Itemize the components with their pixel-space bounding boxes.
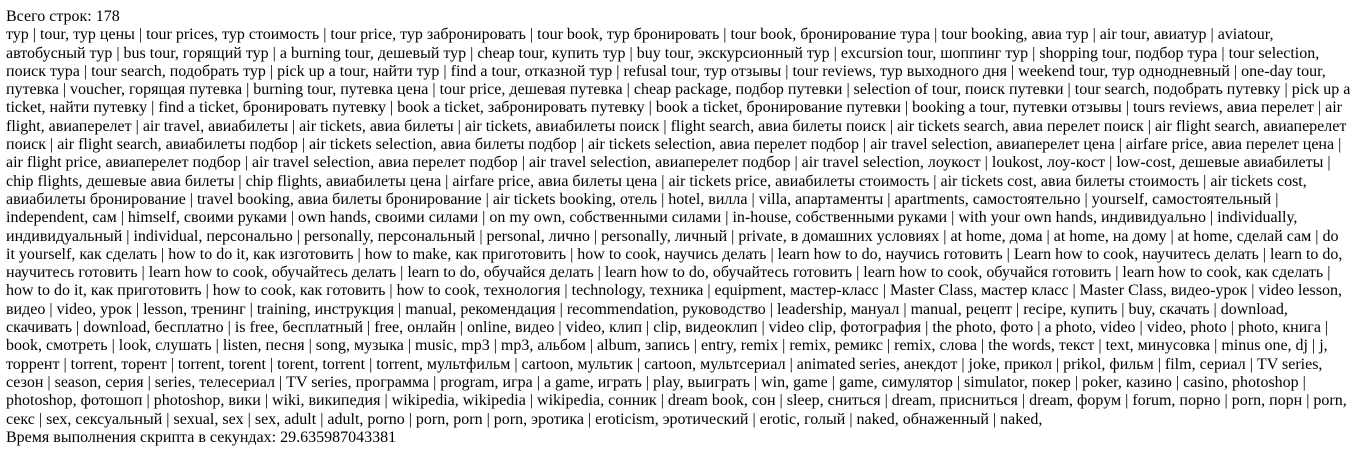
row-count-label: Всего строк: 178	[6, 8, 120, 25]
keyword-list-text: тур | tour, тур цены | tour prices, тур стоимость | tour price, тур забронировать | tour book, тур бронировать | tour book, бронирование тура | tour booking, авиа тур | air tour, авиатур | aviatour, автобусный тур | bus tour, горящий тур | a burning tour, дешевый тур | cheap tour, купить тур | buy tour, экскурсионный тур | excursion tour, шоппинг тур | shopping tour, подбор тура | tour selection, поиск тура | tour search, подобрать тур | pick up a tour, найти тур | find a tour, отказной тур | refusal tour, тур отзывы | tour reviews, тур выходного дня | weekend tour, тур однодневный | one-day tour, путевка | voucher, горящая путевка | burning tour, путевка цена | tour price, дешевая путевка | cheap package, подбор путевки | selection of tour, поиск путевки | tour search, подобрать путевку | pick up a ticket, найти путевку | find a ticket, бронировать путевку | book a ticket, забронировать путевку | book a ticket, бронирование путевки | booking a tour, путевки отзывы | tours reviews, авиа перелет | air flight, авиаперелет | air travel, авиабилеты | air tickets, авиа билеты | air tickets, авиабилеты поиск | flight search, авиа билеты поиск | air tickets search, авиа перелет поиск | air flight search, авиаперелет поиск | air flight search, авиабилеты подбор | air tickets selection, авиа билеты подбор | air tickets selection, авиа перелет подбор | air travel selection, авиаперелет цена | airfare price, авиа перелет цена | air flight price, авиаперелет подбор | air travel selection, авиа перелет подбор | air travel selection, авиаперелет подбор | air travel selection, лоукост | loukost, лоу-кост | low-cost, дешевые авиабилеты | chip flights, дешевые авиа билеты | chip flights, авиабилеты цена | airfare price, авиа билеты цена | air tickets price, авиабилеты стоимость | air tickets cost, авиа билеты стоимость | air tickets cost, авиабилеты бронирование | travel booking, авиа билеты бронирование | air tickets booking, отель | hotel, вилла | villa, апартаменты | apartments, самостоятельно | yourself, самостоятельный | independent, сам | himself, своими руками | own hands, своими силами | on my own, собственными силами | in-house, собственными руками | with your own hands, индивидуально | individually, индивидуальный | individual, персонально | personally, персональный | personal, лично | personally, личный | private, в домашних условиях | at home, дома | at home, на дому | at home, сделай сам | do it yourself, как сделать | how to do it, как изготовить | how to make, как приготовить | how to cook, научись делать | learn how to do, научись готовить | Learn how to cook, научитесь делать | learn to do, научитесь готовить | learn how to cook, обучайтесь делать | learn to do, обучайся делать | learn how to do, обучайтесь готовить | learn how to cook, обучайся готовить | learn how to cook, как сделать | how to do it, как приготовить | how to cook, как готовить | how to cook, технология | technology, техника | equipment, мастер-класс | Master Class, мастер класс | Master Class, видео-урок | video lesson, видео | video, урок | lesson, тренинг | training, инструкция | manual, рекомендация | recommendation, руководство | leadership, мануал | manual, рецепт | recipe, купить | buy, скачать | download, скачивать | download, бесплатно | is free, бесплатный | free, онлайн | online, видео | video, клип | clip, видеоклип | video clip, фотография | the photo, фото | a photo, video | video, photo | photo, книга | book, смотреть | look, слушать | listen, песня | song, музыка | music, mp3 | mp3, альбом | album, запись | entry, remix | remix, ремикс | remix, слова | the words, текст | text, минусовка | minus one, dj | j, торрент | torrent, торент | torrent, torent | torent, torrent | torrent, мультфильм | cartoon, мультик | cartoon, мультсериал | animated series, анекдот | joke, прикол | prikol, фильм | film, сериал | TV series, сезон | season, серия | series, телесериал | TV series, программа | program, игра | a game, играть | play, выиграть | win, game | game, симулятор | simulator, покер | poker, казино | casino, photoshop | photoshop, фотошоп | photoshop, вики | wiki, википедия | wikipedia, wikipedia | wikipedia, сонник | dream book, сон | sleep, сниться | dream, присниться | dream, форум | forum, порно | porn, порн | porn, секс | sex, сексуальный | sexual, sex | sex, adult | adult, porno | porn, porn | porn, эротика | eroticism, эротический | erotic, голый | naked, обнаженный | naked,	[6, 26, 1351, 428]
execution-time-label: Время выполнения скрипта в секундах: 29.635987043381	[6, 428, 397, 446]
